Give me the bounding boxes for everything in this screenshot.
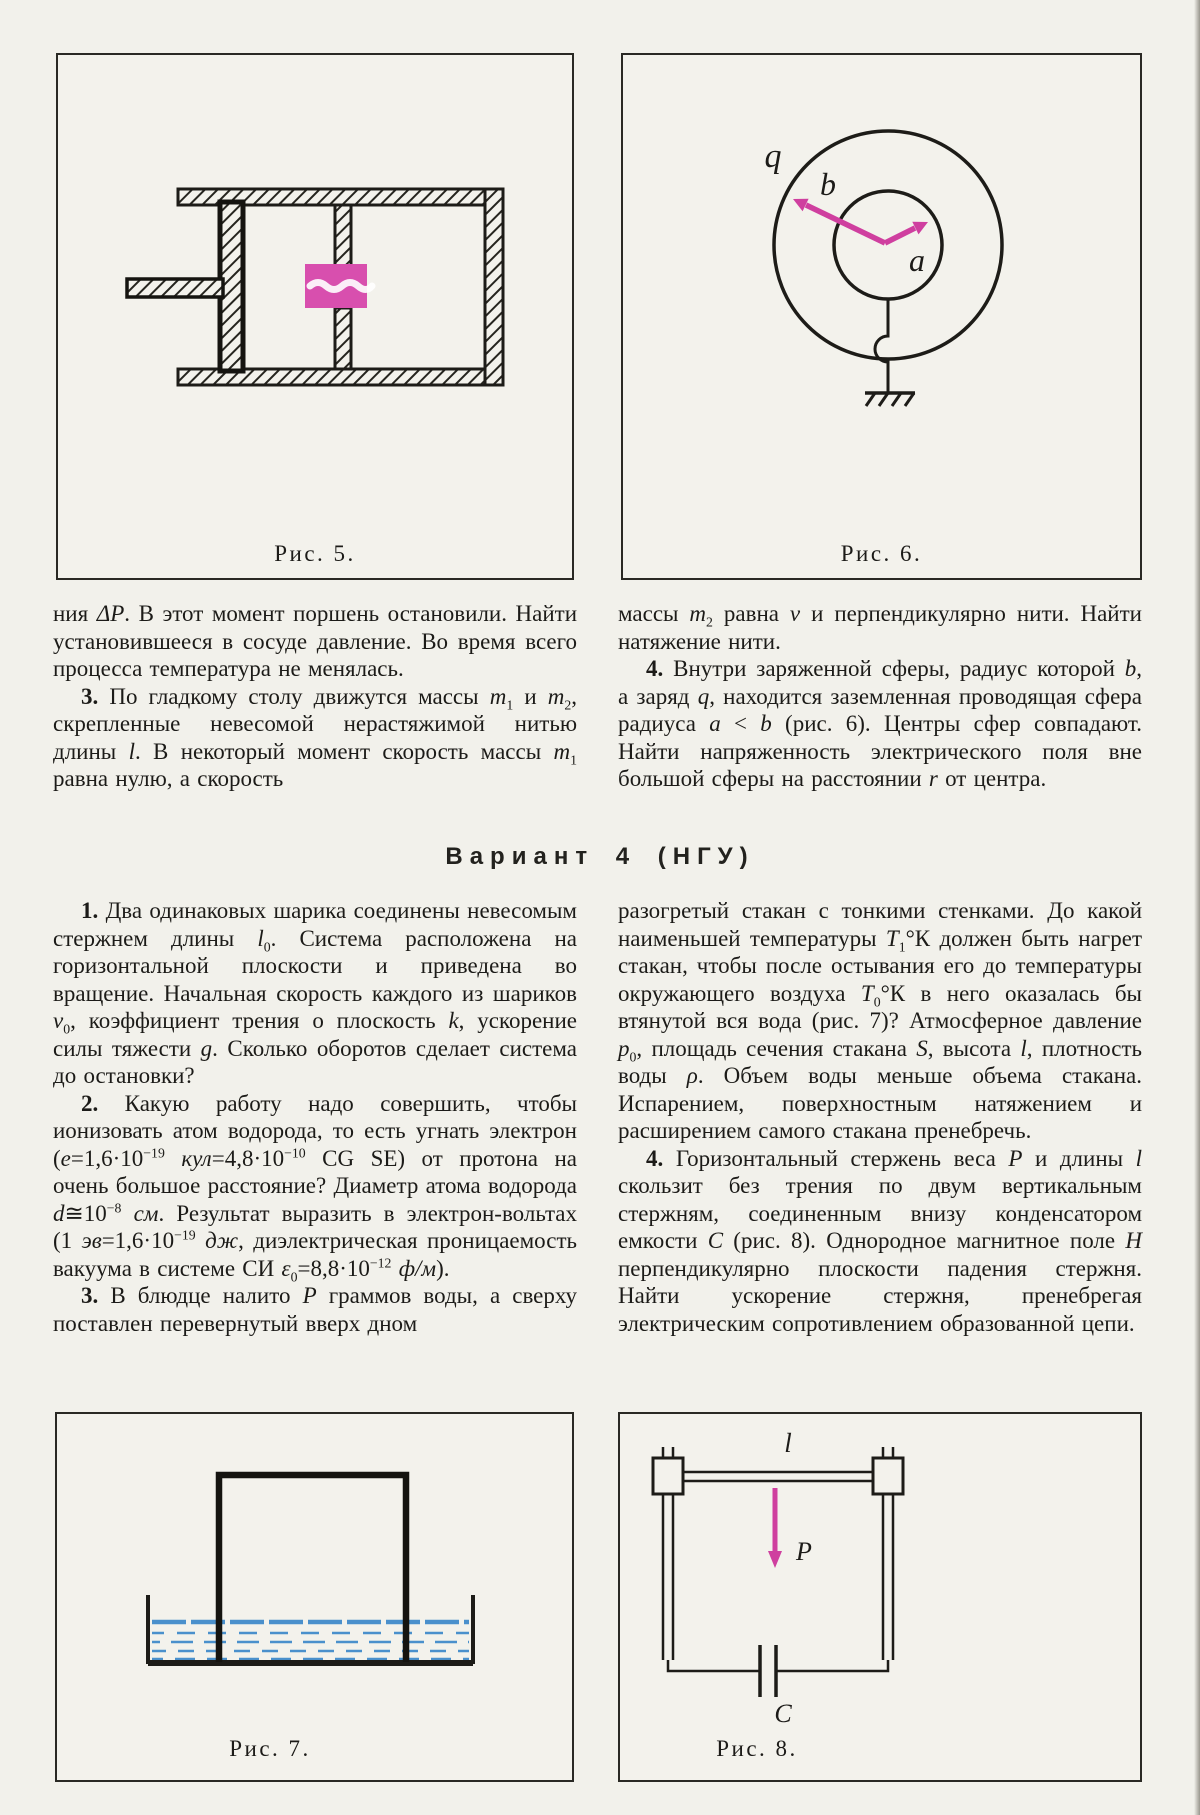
ground-symbol xyxy=(865,393,915,406)
partition-lower xyxy=(335,308,351,369)
bottom-right-column xyxy=(618,897,1142,1337)
figure-6-drawing xyxy=(623,55,1140,578)
problem-3-continuation: массы $m_2$ равна v и перпендикулярно нити. Найти натяжение нити. xyxy=(618,601,1142,654)
page-edge-shadow xyxy=(1194,0,1200,1815)
figure-7-box xyxy=(55,1412,574,1782)
figure-5-drawing xyxy=(58,55,572,578)
top-right-column xyxy=(618,600,1142,793)
label-q: q xyxy=(764,138,782,175)
partition-upper xyxy=(335,205,351,270)
capacitor xyxy=(668,1645,888,1697)
label-l: l xyxy=(784,1428,792,1458)
right-slider-block xyxy=(873,1458,903,1494)
figure-8-box xyxy=(618,1412,1142,1782)
figure-5-caption: Рис. 5. xyxy=(274,541,356,566)
weight-arrow xyxy=(768,1488,782,1568)
problem-1: 1. Два одинаковых шарика соединены невесомым стержнем длины $l_0$. Система расположена на горизонтальной плоскости и приведена во вращение. Начальная скорость каждого из шариков $v_0$, коэффициент трения о плоскость k, ускорение силы тяжести g. Сколько оборотов сделает система до остановки? xyxy=(53,898,578,1088)
label-C: C xyxy=(774,1699,792,1728)
sliding-rod xyxy=(668,1472,888,1481)
label-b: b xyxy=(820,166,836,202)
problem-3-left: 3. По гладкому столу движутся массы $m_1$ и $m_2$, скрепленные невесомой нерастяжимой нитью длины l. В некоторый момент скорость массы $m_1$ равна нулю, а скорость xyxy=(53,683,578,791)
bottom-left-column xyxy=(53,897,577,1337)
section-heading: Вариант 4 (НГУ) xyxy=(445,843,755,870)
highlight-mark xyxy=(305,264,372,308)
problem-3: 3. В блюдце налито P граммов воды, а сверху поставлен перевернутый вверх дном xyxy=(53,1283,578,1336)
figure-7-drawing xyxy=(57,1414,572,1780)
figure-5-box xyxy=(56,53,574,580)
top-left-column xyxy=(53,600,577,793)
ground-wire xyxy=(865,299,915,406)
cylinder-right-wall xyxy=(485,189,503,385)
problem-3-continuation-right: разогретый стакан с тонкими стенками. До какой наименьшей температуры $T_1^\circ К$ должен быть нагрет стакан, чтобы после остывания его до температуры окружающего воздуха $T_0^\circ К$ в него оказалась бы втянутой вся вода (рис. 7)? Атмосферное давление $p_0$, площадь сечения стакана S, высота l, плотность воды ρ. Объем воды меньше объема стакана. Испарением, поверхностным натяжением и расширением самого стакана пренебречь. xyxy=(618,898,1143,1143)
radius-arrow-b xyxy=(793,199,885,243)
figure-8-drawing xyxy=(620,1414,1140,1780)
wire-with-hop xyxy=(875,299,888,393)
label-P: P xyxy=(796,1537,812,1566)
problem-4: 4. Горизонтальный стержень веса P и длины l скользит без трения по двум вертикальным стержням, соединенным внизу конденсатором емкости C (рис. 8). Однородное магнитное поле H перпендикулярно плоскости падения стержня. Найти ускорение стержня, пренебрегая электрическим сопротивлением образованной цепи. xyxy=(618,1145,1143,1336)
piston-rod xyxy=(127,279,223,297)
figure-6-caption: Рис. 6. xyxy=(840,541,923,566)
label-a: a xyxy=(909,242,925,278)
water xyxy=(152,1622,469,1659)
inner-sphere-circle xyxy=(834,191,942,299)
figure-8-caption: Рис. 8. xyxy=(716,1736,798,1761)
problem-2: 2. Какую работу надо совершить, чтобы ионизовать атом водорода, то есть угнать электрон ($e=1,6\cdot 10^{-19}$ $кул=4,8\cdot 10^{-10}$ CG SE) от протона на очень большое расстояние? Диаметр атома водорода $d≅10^{-8}$ см. Результат выразить в электрон-вольтах (1 $эв=1,6\cdot 10^{-19}$ дж, диэлектрическая проницаемость вакуума в системе СИ $\varepsilon_0=8,8\cdot 10^{-12}$ ф/м). xyxy=(53,1090,578,1285)
left-slider-block xyxy=(653,1458,683,1494)
figure-6-box xyxy=(621,53,1142,580)
problem-4-top: 4. Внутри заряженной сферы, радиус которой b, а заряд q, находится заземленная проводящая сфера радиуса a < b (рис. 6). Центры сфер совпадают. Найти напряженность электрического поля вне большой сферы на расстоянии r от центра. xyxy=(618,656,1142,791)
saucer xyxy=(148,1595,473,1663)
paragraph-continuation: ния ΔP. В этот момент поршень остановили. Найти установившееся в сосуде давление. Во время всего процесса температура не менялась. xyxy=(53,601,578,681)
figure-7-caption: Рис. 7. xyxy=(229,1736,311,1761)
radius-arrow-a xyxy=(885,222,928,243)
